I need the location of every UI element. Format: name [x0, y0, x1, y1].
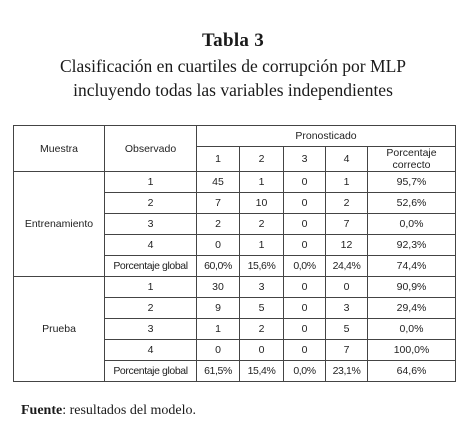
percent-cell: 0,0% [368, 319, 456, 340]
value-cell: 61,5% [197, 361, 240, 382]
value-cell: 1 [197, 319, 240, 340]
table-title-line-1: Clasificación en cuartiles de corrupción por MLP [59, 56, 406, 76]
percent-cell: 64,6% [368, 361, 456, 382]
value-cell: 0,0% [284, 256, 326, 277]
source-text: : resultados del modelo. [62, 403, 196, 418]
value-cell: 2 [240, 319, 284, 340]
header-row-top [14, 126, 456, 147]
value-cell: 9 [197, 298, 240, 319]
value-cell: 1 [326, 172, 368, 193]
observed-cell: 3 [105, 214, 197, 235]
value-cell: 7 [326, 340, 368, 361]
percent-cell: 29,4% [368, 298, 456, 319]
header-class-2: 2 [240, 147, 284, 172]
header-class-4: 4 [326, 147, 368, 172]
sample-label-prueba: Prueba [14, 277, 105, 382]
percent-cell: 100,0% [368, 340, 456, 361]
value-cell: 30 [197, 277, 240, 298]
percent-cell: 74,4% [368, 256, 456, 277]
header-muestra: Muestra [14, 126, 105, 172]
source-label: Fuente [21, 403, 63, 418]
table-number: Tabla 3 [201, 30, 265, 51]
header-observado: Observado [105, 126, 197, 172]
value-cell: 0 [284, 235, 326, 256]
value-cell: 7 [326, 214, 368, 235]
value-cell: 23,1% [326, 361, 368, 382]
observed-cell: 3 [105, 319, 197, 340]
header-class-1: 1 [197, 147, 240, 172]
percent-cell: 95,7% [368, 172, 456, 193]
header-porcentaje-line-1: Porcentaje [386, 147, 437, 159]
observed-cell: 4 [105, 340, 197, 361]
observed-cell: 1 [105, 172, 197, 193]
table-row [14, 172, 456, 193]
value-cell: 0 [284, 298, 326, 319]
table-row [14, 277, 456, 298]
value-cell: 0 [240, 340, 284, 361]
observed-cell: 2 [105, 298, 197, 319]
value-cell: 1 [240, 172, 284, 193]
value-cell: 0 [284, 319, 326, 340]
value-cell: 0 [197, 340, 240, 361]
value-cell: 2 [326, 193, 368, 214]
observed-cell-global: Porcentaje global [105, 361, 197, 382]
value-cell: 0 [197, 235, 240, 256]
table-title-line-2: incluyendo todas las variables independientes [73, 80, 393, 100]
percent-cell: 0,0% [368, 214, 456, 235]
observed-cell: 1 [105, 277, 197, 298]
header-porcentaje-line-2: correcto [392, 159, 431, 171]
sample-label-entrenamiento: Entrenamiento [14, 172, 105, 277]
value-cell: 0 [284, 340, 326, 361]
value-cell: 0 [326, 277, 368, 298]
observed-cell: 4 [105, 235, 197, 256]
header-pronosticado: Pronosticado [197, 126, 456, 147]
value-cell: 15,4% [240, 361, 284, 382]
value-cell: 15,6% [240, 256, 284, 277]
value-cell: 45 [197, 172, 240, 193]
classification-table [13, 125, 456, 382]
percent-cell: 52,6% [368, 193, 456, 214]
percent-cell: 92,3% [368, 235, 456, 256]
value-cell: 2 [240, 214, 284, 235]
value-cell: 0,0% [284, 361, 326, 382]
header-class-3: 3 [284, 147, 326, 172]
value-cell: 3 [240, 277, 284, 298]
value-cell: 7 [197, 193, 240, 214]
value-cell: 2 [197, 214, 240, 235]
value-cell: 5 [326, 319, 368, 340]
value-cell: 24,4% [326, 256, 368, 277]
value-cell: 12 [326, 235, 368, 256]
value-cell: 0 [284, 172, 326, 193]
value-cell: 60,0% [197, 256, 240, 277]
observed-cell: 2 [105, 193, 197, 214]
source-note [21, 403, 196, 419]
value-cell: 0 [284, 277, 326, 298]
value-cell: 5 [240, 298, 284, 319]
value-cell: 1 [240, 235, 284, 256]
header-porcentaje-correcto [368, 147, 456, 172]
percent-cell: 90,9% [368, 277, 456, 298]
value-cell: 0 [284, 214, 326, 235]
value-cell: 10 [240, 193, 284, 214]
value-cell: 0 [284, 193, 326, 214]
observed-cell-global: Porcentaje global [105, 256, 197, 277]
value-cell: 3 [326, 298, 368, 319]
